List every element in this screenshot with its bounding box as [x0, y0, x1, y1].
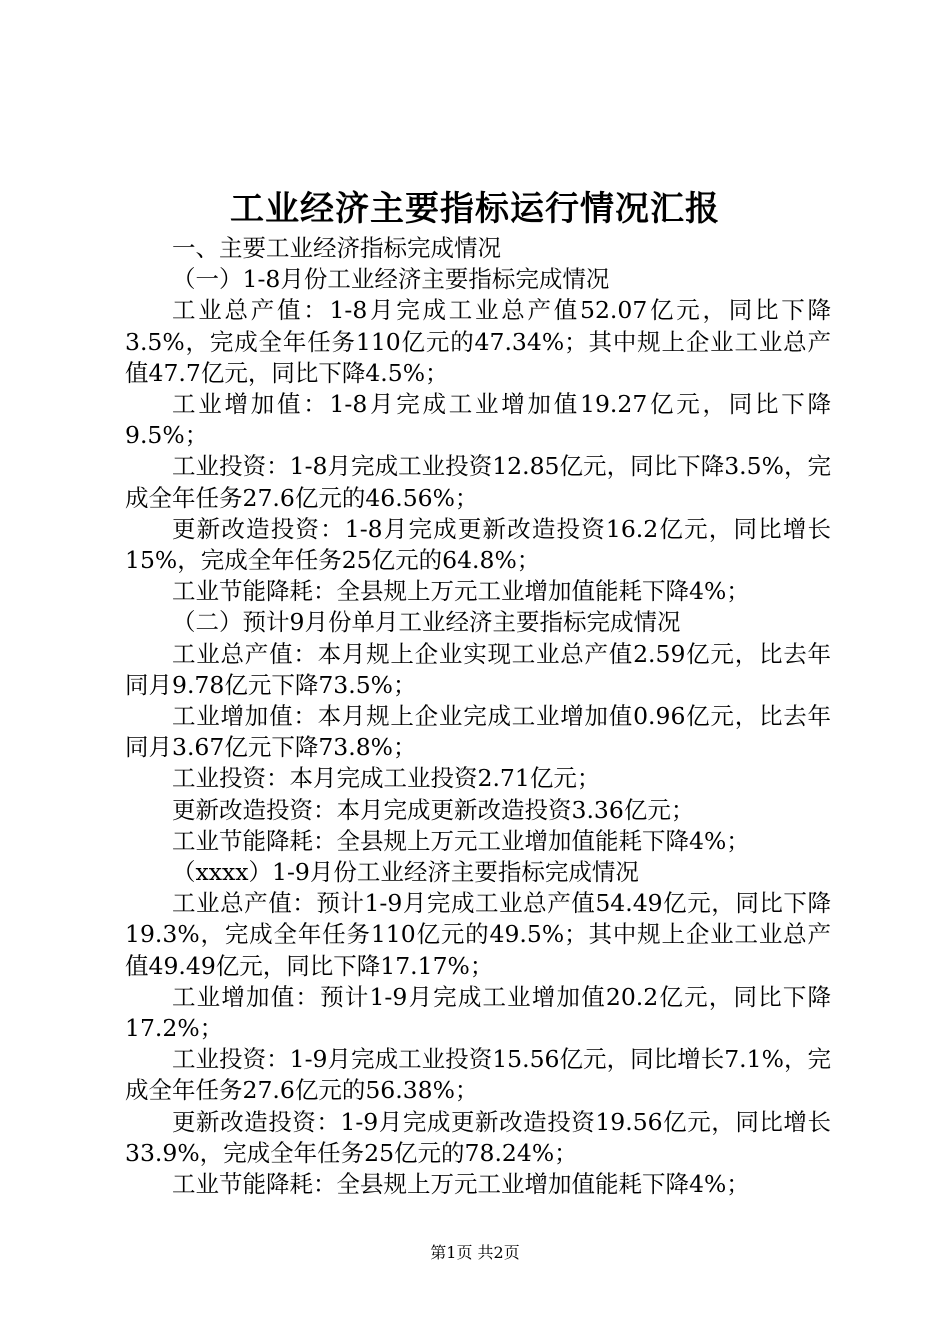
paragraph: 工业总产值：本月规上企业实现工业总产值2.59亿元，比去年同月9.78亿元下降73.5%； — [125, 639, 831, 699]
subsection-heading: （xxxx）1-9月份工业经济主要指标完成情况 — [172, 858, 639, 887]
section-heading: 一、主要工业经济指标完成情况 — [172, 234, 501, 262]
paragraph: 工业投资：本月完成工业投资2.71亿元； — [172, 764, 601, 793]
document-title: 工业经济主要指标运行情况汇报 — [230, 189, 720, 229]
subsection-heading: （二）预计9月份单月工业经济主要指标完成情况 — [172, 608, 681, 637]
subsection-heading: （一）1-8月份工业经济主要指标完成情况 — [172, 265, 610, 294]
paragraph: 更新改造投资：本月完成更新改造投资3.36亿元； — [172, 795, 695, 824]
paragraph: 工业增加值：1-8月完成工业增加值19.27亿元，同比下降9.5%； — [125, 390, 831, 450]
paragraph: 工业节能降耗：全县规上万元工业增加值能耗下降4%； — [172, 577, 750, 606]
paragraph: 工业总产值：预计1-9月完成工业总产值54.49亿元，同比下降19.3%，完成全年任务110亿元的49.5%；其中规上企业工业总产值49.49亿元，同比下降17.17%； — [125, 889, 831, 980]
page-footer: 第1页 共2页 — [430, 1243, 520, 1262]
paragraph: 工业投资：1-9月完成工业投资15.56亿元，同比增长7.1%，完成全年任务27.6亿元的56.38%； — [125, 1045, 831, 1105]
paragraph: 工业节能降耗：全县规上万元工业增加值能耗下降4%； — [172, 1170, 750, 1199]
paragraph: 更新改造投资：1-8月完成更新改造投资16.2亿元，同比增长15%，完成全年任务25亿元的64.8%； — [125, 514, 831, 575]
paragraph: 工业投资：1-8月完成工业投资12.85亿元，同比下降3.5%，完成全年任务27.6亿元的46.56%； — [125, 452, 831, 512]
paragraph: 工业增加值：本月规上企业完成工业增加值0.96亿元，比去年同月3.67亿元下降73.8%； — [125, 702, 831, 762]
document-body — [125, 233, 831, 1200]
paragraph: 工业总产值：1-8月完成工业总产值52.07亿元，同比下降3.5%，完成全年任务110亿元的47.34%；其中规上企业工业总产值47.7亿元，同比下降4.5%； — [125, 296, 831, 387]
paragraph: 工业增加值：预计1-9月完成工业增加值20.2亿元，同比下降17.2%； — [125, 982, 831, 1043]
paragraph: 工业节能降耗：全县规上万元工业增加值能耗下降4%； — [172, 826, 750, 855]
paragraph: 更新改造投资：1-9月完成更新改造投资19.56亿元，同比增长33.9%，完成全年任务25亿元的78.24%； — [125, 1107, 831, 1167]
